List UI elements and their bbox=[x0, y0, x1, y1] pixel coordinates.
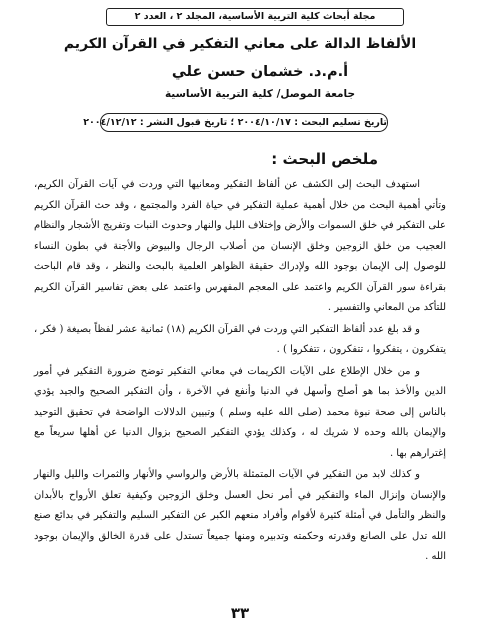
submission-dates: تاريخ تسليم البحث : ٢٠٠٤/١٠/١٧ ؛ تاريخ قبول النشر : ٢٠٠٤/١٢/١٢ bbox=[100, 113, 388, 132]
paper-title: الألفاظ الدالة على معاني التفكير في القرآن الكريم bbox=[63, 36, 417, 52]
page-number: ٣٣ bbox=[230, 604, 250, 622]
abstract-paragraph: استهدف البحث إلى الكشف عن ألفاظ التفكير ومعانيها التي وردت في آيات القرآن الكريم، وتأتي أهمية البحث من خلال أهمية عملية التفكير في حياة الفرد والمجتمع ، وقد حث القرآن الكريم على التفكير في خلق السموات والأرض وإختلاف الليل والنهار وحدوث النبات وتفريج الأشجار والنظام العجيب من خلق الزوجين وخلق الإنسان من أصلاب الرجال والبيوض والأجنة في بطون النساء للوصول إلى الإيمان بوجود الله ولإدراك حقيقة الظواهر العلمية بالبحث والنظر ، وقد قام الباحث بقراءة سور القرآن الكريم واعتمد على المعجم المفهرس واعتمد على بعض تفاسير القرآن الكريم للتأكد من المعاني والتفسير . bbox=[34, 179, 446, 313]
author-name: أ.م.د. خشمان حسن علي bbox=[171, 64, 349, 80]
abstract-paragraph: و قد بلغ عدد ألفاظ التفكير التي وردت في القرآن الكريم (١٨) ثمانية عشر لفظاً بصيغة ( فكر ، يتفكرون ، يتفكروا ، تتفكرون ، تتفكروا ) . bbox=[34, 323, 446, 355]
journal-header: مجلة أبحاث كلية التربية الأساسية، المجلد ٢ ، العدد ٢ bbox=[106, 8, 404, 26]
author-affiliation: جامعة الموصل/ كلية التربية الأساسية bbox=[164, 88, 356, 100]
abstract-paragraph: و كذلك لابد من التفكير في الآيات المتمثلة بالأرض والرواسي والأنهار والثمرات والليل والنهار والإنسان وإنزال الماء والتفكير في أمر نحل العسل وخلق الزوجين وكيفية تعلق الأرواح بالأبدان والنظر والتأمل في أمثلة كثيرة لأقوام وأفراد منعهم الكبر عن التفكير السليم والتفكير في بدائع صنع الله تدل على الصانع وقدرته وحكمته وتدبيره ومنها جميعاً تستدل على قدرة الخالق والإيمان بوجود الله . bbox=[34, 469, 446, 562]
abstract-body bbox=[34, 175, 446, 569]
abstract-paragraph: و من خلال الإطلاع على الآيات الكريمات في معاني التفكير توضح ضرورة التفكير في أمور الدين والأخذ بما هو أصلح وأسهل في الدنيا وأنفع في الآخرة ، وأن التفكير الصحيح والجيد يؤدي بالناس إلى صحة نبوة محمد (صلى الله عليه وسلم ) وتبيين الدلالات الواضحة في تحقيق التوحيد والإيمان بالله وحده لا شريك له ، وكذلك يؤدي التفكير الصحيح بزوال الدنيا عن أهلها سريعاً مع إغترارهم بها . bbox=[34, 365, 446, 459]
abstract-heading: ملخص البحث : bbox=[271, 150, 378, 168]
